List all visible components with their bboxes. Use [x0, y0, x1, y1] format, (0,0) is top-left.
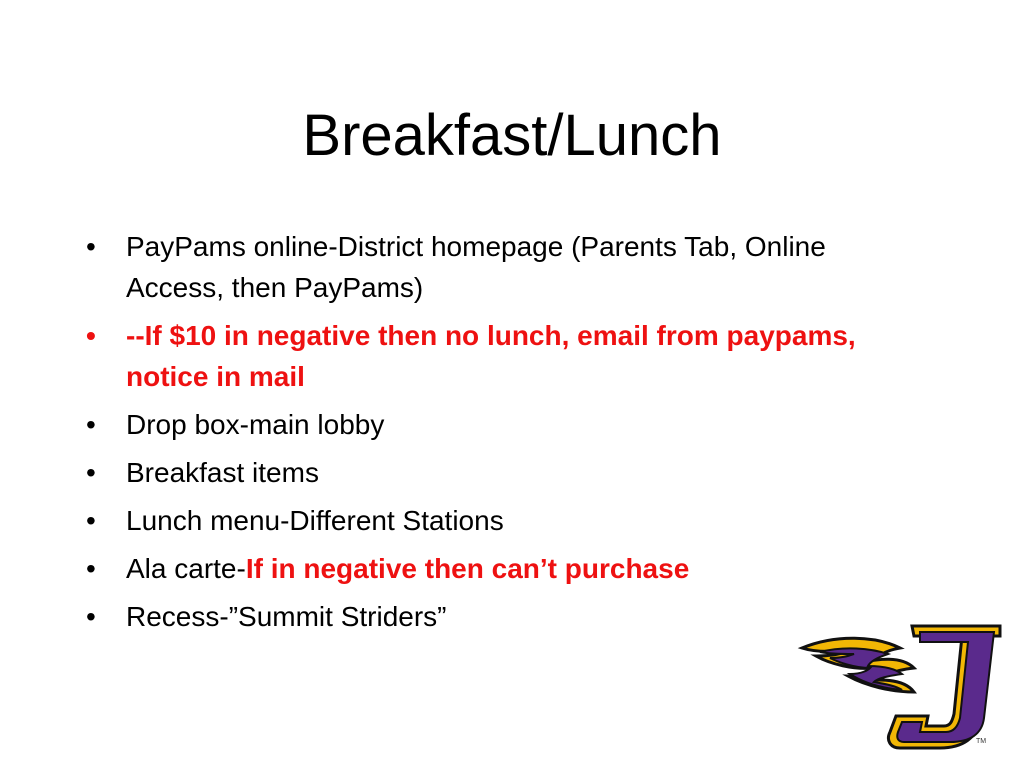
bullet-dot: •: [86, 231, 96, 262]
bullet-dot: •: [86, 320, 96, 351]
bullet-text-highlight: If in negative then can’t purchase: [245, 553, 690, 584]
bullet-text: --If $10 in negative then no lunch, email from paypams, notice in mail: [126, 320, 856, 392]
bullet-dot: •: [86, 409, 96, 440]
bullet-text: PayPams online-District homepage (Parents Tab, Online Access, then PayPams): [126, 231, 826, 303]
bullet-item: [80, 452, 880, 493]
bullet-item: [80, 596, 880, 637]
bullet-text: Recess-”Summit Striders”: [126, 601, 447, 632]
bullet-text: Lunch menu-Different Stations: [126, 505, 504, 536]
bullet-dot: •: [86, 601, 96, 632]
bullet-item: [80, 500, 880, 541]
bullet-item: [80, 404, 880, 445]
bullet-item-warning: [80, 315, 880, 397]
bullet-item: [80, 548, 880, 589]
bullet-text: Breakfast items: [126, 457, 319, 488]
bullet-dot: •: [86, 505, 96, 536]
slide-title: Breakfast/Lunch: [302, 103, 722, 168]
bullet-text: Drop box-main lobby: [126, 409, 385, 440]
bullet-dot: •: [86, 457, 96, 488]
bullet-text-prefix: Ala carte-: [126, 553, 246, 584]
bullet-dot: •: [86, 553, 96, 584]
bullet-item: [80, 226, 880, 308]
logo-trademark: TM: [976, 738, 987, 745]
bullet-list: [80, 226, 880, 644]
flaming-j-logo-icon: [796, 614, 1010, 752]
